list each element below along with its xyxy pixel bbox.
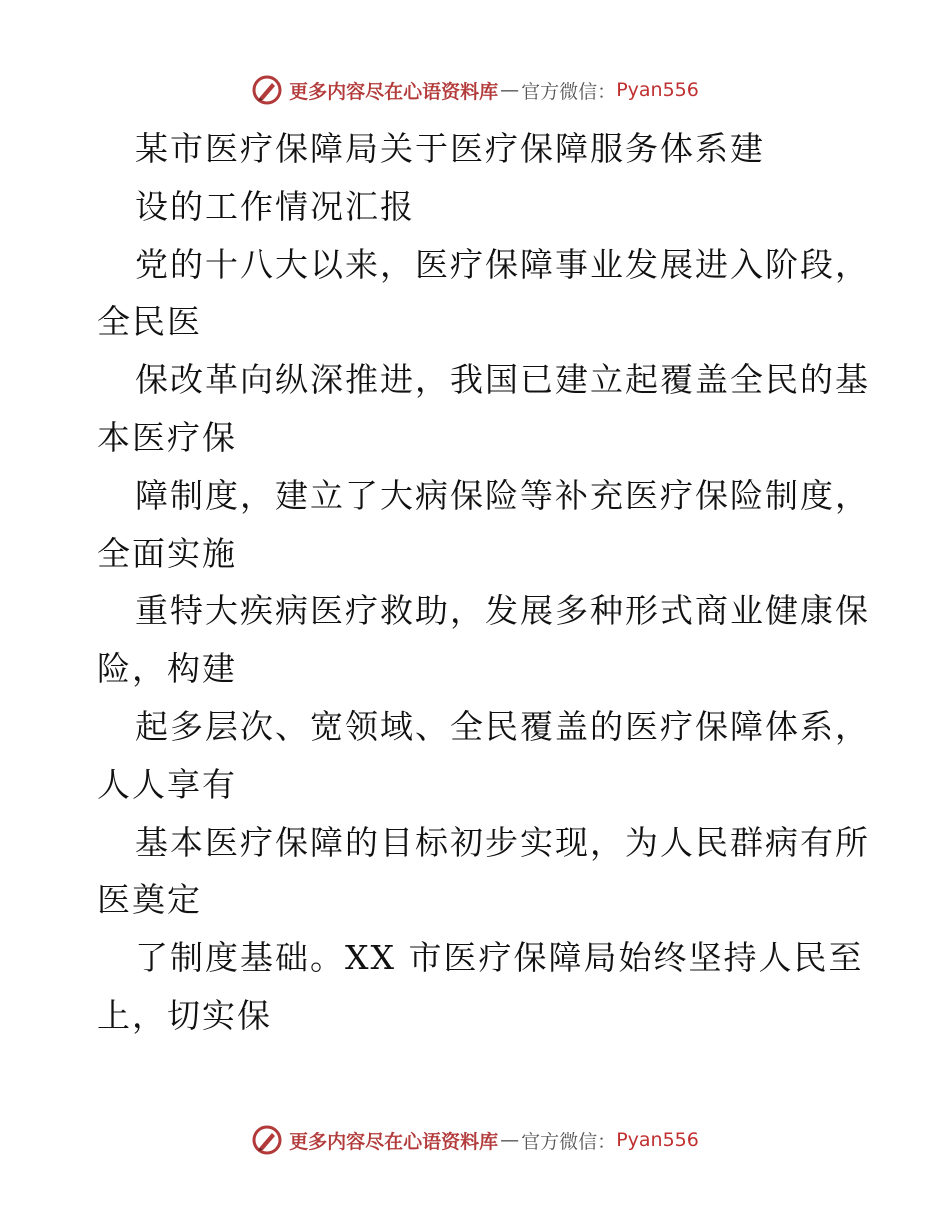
body-line: 基本医疗保障的目标初步实现，为人民群病有所 — [135, 822, 870, 862]
body-line: 重特大疾病医疗救助，发展多种形式商业健康保 — [135, 591, 870, 631]
document-body — [97, 120, 897, 1045]
banner-separator: — — [500, 1129, 520, 1151]
body-line: 全民医 — [97, 302, 202, 342]
pen-logo-icon — [251, 1124, 283, 1156]
body-line: 本医疗保 — [97, 417, 237, 457]
body-line: 上，切实保 — [97, 995, 272, 1035]
banner-main-text: 更多内容尽在心语资料库 — [289, 1130, 499, 1153]
body-line: 障制度，建立了大病保险等补充医疗保险制度， — [135, 475, 870, 515]
title-line-2: 设的工作情况汇报 — [135, 186, 415, 226]
body-line: 了制度基础。XX 市医疗保障局始终坚持人民至 — [135, 938, 864, 978]
header-banner — [0, 70, 950, 110]
banner-wechat-label: 官方微信： — [521, 80, 617, 103]
banner-separator: — — [500, 79, 520, 101]
banner-main-text: 更多内容尽在心语资料库 — [289, 80, 499, 103]
banner-wechat-id: Pyan556 — [616, 1129, 699, 1151]
body-line: 党的十八大以来，医疗保障事业发展进入阶段， — [135, 244, 870, 284]
banner-wechat-id: Pyan556 — [616, 79, 699, 101]
body-line: 医奠定 — [97, 880, 202, 920]
banner-wechat-label: 官方微信： — [521, 1130, 617, 1153]
body-line: 全面实施 — [97, 533, 237, 573]
body-line: 保改革向纵深推进，我国已建立起覆盖全民的基 — [135, 360, 870, 400]
body-line: 险，构建 — [97, 649, 237, 689]
title-line-1: 某市医疗保障局关于医疗保障服务体系建 — [135, 129, 765, 168]
body-line: 人人享有 — [97, 764, 237, 804]
body-line: 起多层次、宽领域、全民覆盖的医疗保障体系， — [135, 706, 870, 746]
footer-banner — [0, 1120, 950, 1160]
pen-logo-icon — [251, 74, 283, 106]
